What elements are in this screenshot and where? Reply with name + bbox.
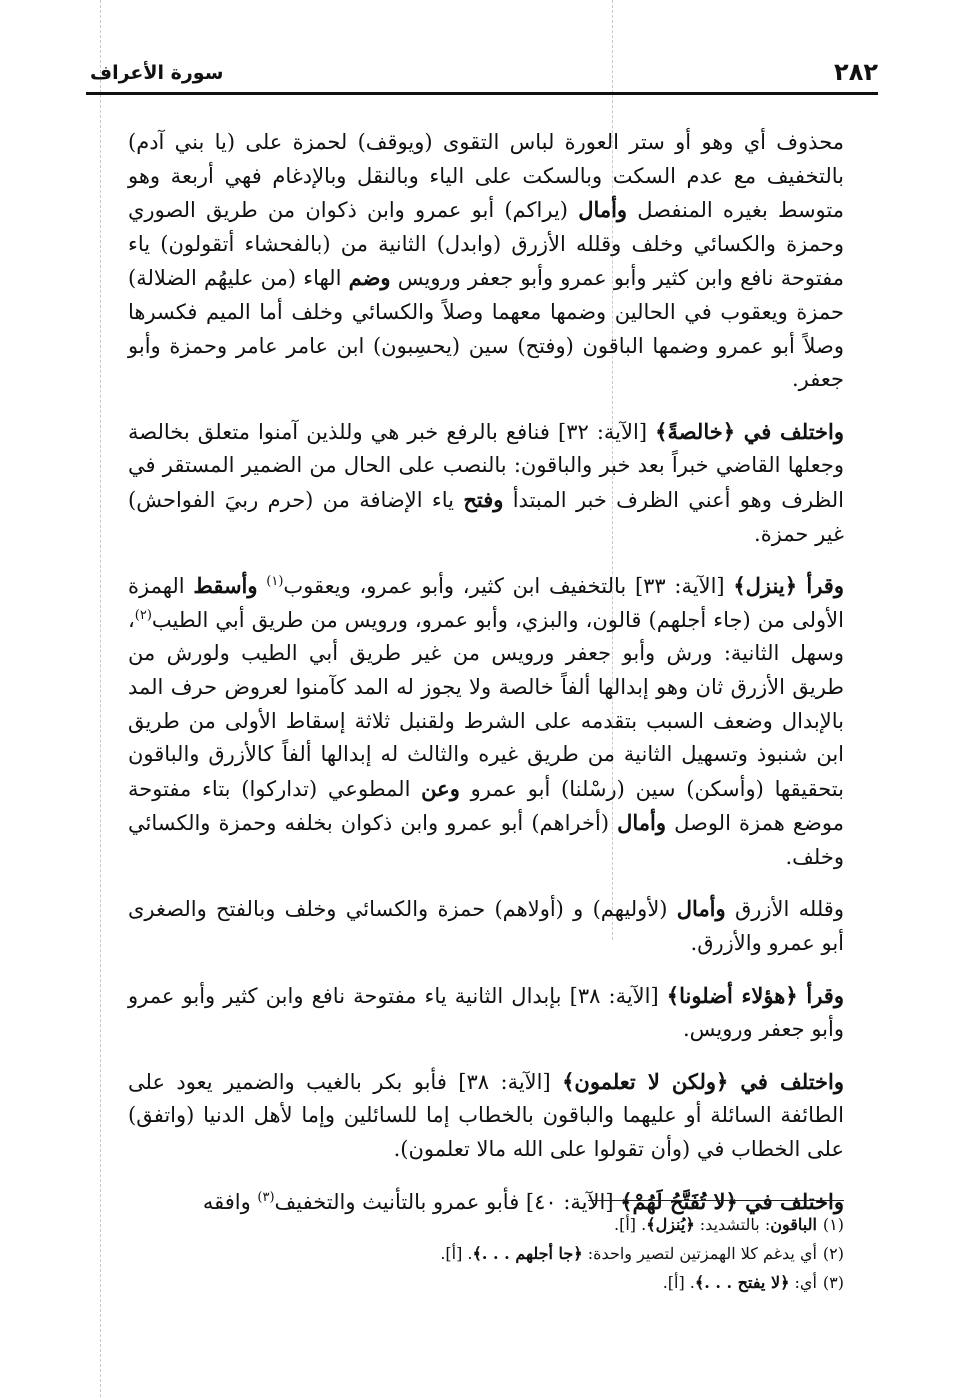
bold-keyword: وأسقط <box>193 573 258 599</box>
bold-keyword: وأمال <box>676 896 726 922</box>
scan-guide-line <box>100 0 101 1397</box>
bold-keyword: ﴿لا يفتح . . .﴾ <box>694 1273 790 1292</box>
text-run: (أخراهم) أبو عمرو وابن ذكوان بخلفه وحمزة والكسائي وخلف. <box>128 811 844 869</box>
bold-keyword: واختلف في <box>735 418 844 444</box>
text-run: (يراكم) أبو عمرو وابن ذكوان من طريق الصوري وحمزة والكسائي وخلف وقلله الأزرق (وابدل) الثانية من (بالفحشاء أتقولون) ياء مفتوحة نافع وابن كثير وأبو عمرو وأبو جعفر ورويس <box>128 198 844 291</box>
bold-keyword: وأمال <box>578 197 628 223</box>
text-run: . [أ]. <box>662 1273 695 1292</box>
bold-keyword: ﴿لا تُفَتَّحُ لَهُمْ﴾ <box>620 1188 738 1214</box>
page-header <box>86 56 878 96</box>
bold-keyword: ﴿يُنزل﴾ <box>646 1215 695 1234</box>
text-run: أي: <box>789 1273 817 1292</box>
bold-keyword: الباقون <box>770 1215 817 1234</box>
text-run: المطوعي (تداركوا) بتاء مفتوحة موضع همزة الوصل <box>128 776 844 836</box>
text-run: [الآية: ٣٨] بإبدال الثانية ياء مفتوحة نافع وابن كثير وأبو عمرو وأبو جعفر ورويس. <box>128 983 844 1042</box>
header-rule <box>86 92 878 95</box>
text-run: [الآية: ٣٢] فنافع بالرفع خبر هي وللذين آمنوا متعلق بخالصة وجعلها القاضي خبراً بعد خبر والباقون: بالنصب على الحال من الضمير المستقر في الظرف وهو أعني الظرف خبر المبتدأ <box>128 419 845 512</box>
footnote-number: (٣) <box>822 1273 844 1292</box>
bold-keyword: وقرأ <box>797 982 844 1008</box>
paragraph-p5 <box>128 979 844 1047</box>
chapter-title: سورة الأعراف <box>90 62 224 84</box>
paragraph-p6 <box>128 1065 844 1167</box>
footnote-number: (١) <box>822 1215 844 1234</box>
text-run: (لأوليهم) و (أولاهم) حمزة والكسائي وخلف وبالفتح والصغرى أبو عمرو والأزرق. <box>128 897 844 956</box>
footnote-number: (٢) <box>822 1244 844 1263</box>
footnote-reference: (١) <box>266 574 284 590</box>
bold-keyword: ﴿ولكن لا تعلمون﴾ <box>562 1068 729 1094</box>
footnote-item <box>128 1239 844 1268</box>
paragraph-p4 <box>128 892 844 960</box>
text-run: ياء الإضافة من (حرم ربيَ الفواحش) غير حمزة. <box>128 487 844 546</box>
text-run: محذوف أي وهو أو ستر العورة لباس التقوى (ويوقف) لحمزة على (يا بني آدم) بالتخفيف مع عدم السكت وبالسكت على الياء وبالنقل وبالإدغام فهي أربعة وهو متوسط بغيره المنفصل <box>128 130 844 223</box>
text-run: الهاء (من عليهُم الضلالة) حمزة ويعقوب في الحالين وضمها معهما وصلاً والكسائي وخلف أما الميم فكسرها وصلاً أبو عمرو وضمها الباقون (وفتح) سين (يحسِبون) ابن عامر عامر وحمزة وأبو جعفر. <box>128 266 844 392</box>
paragraph-p1 <box>128 126 844 397</box>
footnote-reference: (٣) <box>257 1189 275 1205</box>
bold-keyword: ﴿جا أجلهم . . .﴾ <box>472 1244 583 1263</box>
bold-keyword: ﴿ينزل﴾ <box>733 573 797 599</box>
main-text <box>128 126 844 1237</box>
text-run: . [أ]. <box>440 1244 473 1263</box>
bold-keyword: وأمال <box>617 810 666 836</box>
bold-keyword: ﴿هؤلاء أضلونا﴾ <box>666 982 798 1008</box>
text-run: [الآية: ٤٠] فأبو عمرو بالتأنيث والتخفيف <box>274 1189 621 1214</box>
bold-keyword: واختلف في <box>728 1068 844 1094</box>
paragraph-p3 <box>128 569 844 874</box>
bold-keyword: وعن <box>421 775 460 801</box>
text-run: [الآية: ٣٨] فأبو بكر بالغيب والضمير يعود على الطائفة السائلة أو عليهما والباقون بالخطاب إما للسائلين وإما لأهل الدنيا (واتفق) على الخطاب في (وأن تقولوا على الله مالا تعلمون). <box>128 1069 844 1162</box>
footnote-item <box>128 1268 844 1297</box>
text-run: : بالتشديد: <box>694 1215 771 1234</box>
bold-keyword: وضم <box>348 265 391 291</box>
text-run: . [أ]. <box>614 1215 647 1234</box>
text-run: وقلله الأزرق <box>725 897 844 922</box>
bold-keyword: وفتح <box>463 486 504 512</box>
text-run <box>258 574 267 598</box>
text-run: [الآية: ٣٣] بالتخفيف ابن كثير، وأبو عمرو، ويعقوب <box>283 574 734 599</box>
page-number: ٢٨٢ <box>834 58 878 86</box>
bold-keyword: ﴿خالصةً﴾ <box>655 418 735 444</box>
text-run: الهمزة الأولى من (جاء أجلهم) قالون، والبزي، وأبو عمرو، ورويس من طريق أبي الطيب <box>128 574 844 632</box>
paragraph-p2 <box>128 415 844 551</box>
footnotes <box>128 1210 844 1297</box>
footnote-separator <box>588 1200 844 1201</box>
text-run: أي يدغم كلا الهمزتين لتصير واحدة: <box>582 1244 817 1263</box>
text-run: ، وسهل الثانية: ورش وأبو جعفر ورويس من غير طريق أبي الطيب ولورش من طريق الأزرق ثان وهو إبدالها ألفاً خالصة ولا يجوز له المد كآمنوا لعروض حرف المد بالإبدال وضعف السبب بتقدمه على الشرط ولقنبل ثلاثة إسقاط الأولى من طريق ابن شنبوذ وتسهيل الثانية من طريق غيره والثالث له إبدالها ألفاً كالأزرق والباقون بتحقيقها (وأسكن) سين (رسْلنا) أبو عمرو <box>128 607 844 801</box>
bold-keyword: وقرأ <box>797 573 844 599</box>
footnote-reference: (٢) <box>134 607 152 623</box>
footnote-item <box>128 1210 844 1239</box>
bold-keyword: واختلف في <box>737 1188 844 1214</box>
text-run: وافقه <box>202 1189 258 1214</box>
